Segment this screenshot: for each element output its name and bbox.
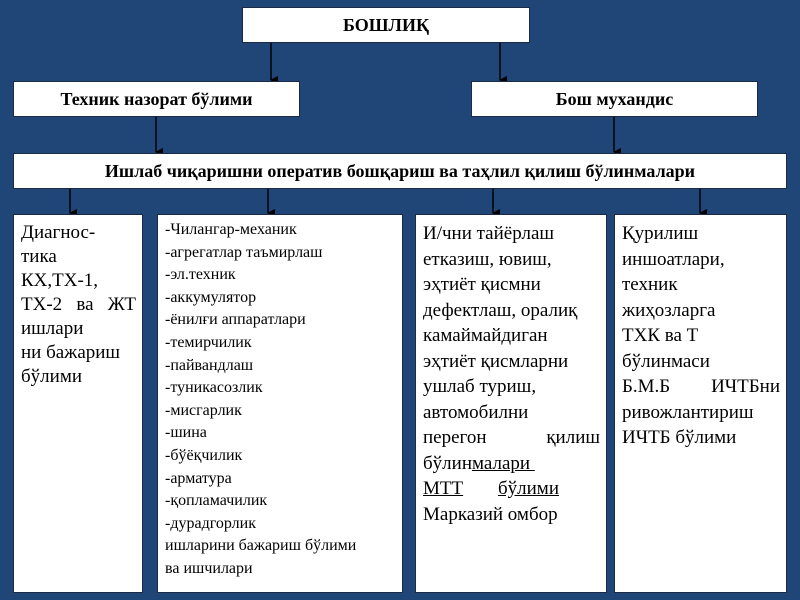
col4-word: Б.М.Б (622, 376, 671, 397)
technical-control-label: Техник назорат бўлими (60, 88, 253, 109)
col3-line: Марказий омбор (423, 503, 558, 525)
workshop-item: -пайвандлаш (165, 356, 254, 374)
col3-line: эҳтиёт қисмларни (423, 350, 569, 372)
workshop-item: -дурадгорлик (165, 514, 256, 532)
col3-word-underlined: малари (471, 452, 531, 474)
col3-word: бўлими (497, 478, 559, 499)
diagnostics-unit-box (13, 214, 143, 593)
workshop-item: -туникасозлик (165, 379, 263, 397)
col3-line (423, 451, 600, 477)
workshop-item: ва ишчилари (165, 559, 253, 577)
workshop-item: -Чилангар-механик (165, 221, 297, 238)
col3-line: эҳтиёт қисмни (423, 274, 541, 295)
col3-line: автомобилни (423, 401, 529, 423)
col4-line: иншоатлари, (622, 248, 725, 270)
workshop-item: -бўёқчилик (165, 446, 243, 464)
col4-line: Қурилиш (622, 223, 699, 244)
col4-word: ИЧТБни (711, 376, 780, 397)
workshop-item: -темирчилик (165, 333, 252, 351)
col3-line: ушлаб туриш, (423, 376, 537, 397)
col4-line: техник (622, 274, 678, 295)
col1-line: бўлими (21, 366, 83, 387)
col4-line: жиҳозларга (622, 299, 716, 321)
operations-units-box (13, 153, 787, 189)
workshop-item: ишларини бажариш бўлими (165, 537, 357, 555)
workshop-item: -мисгарлик (165, 401, 242, 419)
col4-line (622, 374, 780, 400)
col1-line: Диагнос- (21, 222, 96, 243)
technical-control-box (13, 81, 300, 117)
workshop-item: -аккумулятор (165, 288, 257, 306)
col3-line-underlined (423, 476, 559, 502)
col3-line: камаймайдиган (423, 325, 548, 346)
col3-line: дефектлаш, оралиқ (423, 299, 578, 321)
col4-line: ривожлантириш (622, 401, 754, 423)
col1-word: ва (76, 294, 94, 315)
top-manager-box (242, 7, 530, 43)
chief-engineer-label: Бош мухандис (555, 88, 674, 109)
col4-line: бўлинмаси (622, 350, 710, 372)
workshop-item: -ёнилғи аппаратлари (165, 311, 306, 329)
col1-line: тика (21, 246, 57, 267)
workshop-item: -арматура (165, 469, 232, 487)
workshop-item: -агрегатлар таъмирлаш (165, 243, 323, 261)
col3-word: МТТ (423, 478, 464, 499)
col3-word: перегон (423, 427, 487, 448)
col3-word: бўлин (423, 452, 472, 474)
col1-word: ЖТ (107, 294, 136, 315)
production-prep-unit-box (415, 214, 607, 593)
col1-line: ишлари (21, 318, 84, 339)
col1-line (21, 293, 136, 317)
workshops-unit-box (157, 214, 403, 593)
construction-unit-box (614, 214, 787, 593)
col3-line: И/чни тайёрлаш (423, 223, 555, 244)
chief-engineer-box (471, 81, 758, 117)
top-manager-label: БОШЛИҚ (342, 14, 429, 35)
col3-word: қилиш (546, 427, 600, 448)
col3-line: етказиш, ювиш, (423, 248, 552, 270)
col4-line: ТХК ва Т (622, 325, 699, 346)
col1-word: ТХ-2 (21, 294, 63, 315)
workshop-item: -шина (165, 424, 207, 442)
col4-line: ИЧТБ бўлими (622, 427, 737, 448)
operations-units-label: Ишлаб чиқаришни оператив бошқариш ва таҳлил қилиш бўлинмалари (104, 160, 696, 181)
col1-line: КХ,ТХ-1, (21, 270, 99, 291)
workshop-item: -қопламачилик (165, 492, 268, 510)
col3-line (423, 425, 600, 451)
workshop-item: -эл.техник (165, 266, 236, 284)
col1-line: ни бажариш (21, 342, 121, 363)
